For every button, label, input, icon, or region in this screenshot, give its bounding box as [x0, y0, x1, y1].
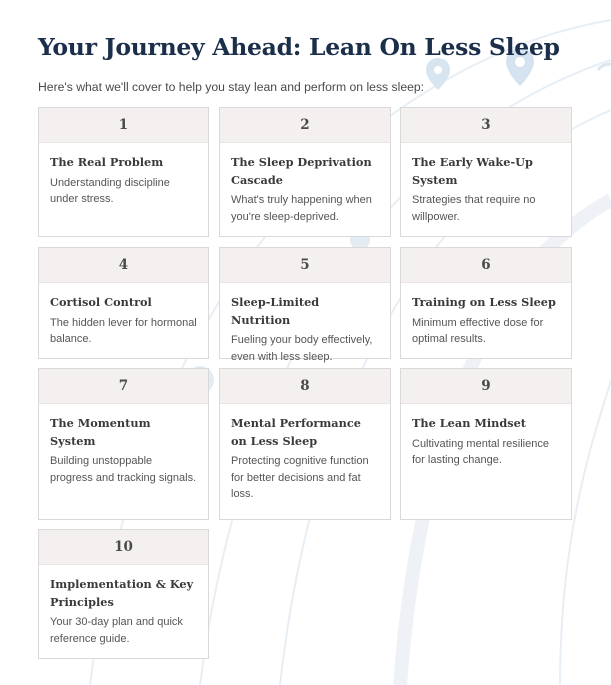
module-number: 2	[220, 108, 390, 143]
module-description: Understanding discipline under stress.	[50, 176, 170, 205]
module-card-1	[38, 107, 209, 237]
module-title: The Momentum System	[50, 416, 151, 448]
module-card-4	[38, 247, 209, 359]
module-number: 10	[39, 530, 208, 565]
module-description: Protecting cognitive function for better decisions and fat loss.	[231, 455, 369, 500]
module-title: The Early Wake-Up System	[412, 155, 533, 187]
module-description: The hidden lever for hormonal balance.	[50, 316, 197, 345]
module-title: Sleep-Limited Nutrition	[231, 295, 320, 327]
module-title: The Real Problem	[50, 155, 164, 169]
module-description: What's truly happening when you're sleep-deprived.	[231, 194, 372, 223]
module-number: 3	[401, 108, 571, 143]
module-title: Cortisol Control	[50, 295, 152, 309]
module-description: Minimum effective dose for optimal results.	[412, 316, 544, 345]
module-description: Building unstoppable progress and tracking signals.	[50, 455, 197, 484]
module-number: 4	[39, 248, 208, 283]
module-title: Mental Performance on Less Sleep	[231, 416, 361, 448]
module-description: Cultivating mental resilience for lasting change.	[412, 437, 549, 466]
module-description: Your 30-day plan and quick reference guide.	[50, 616, 183, 645]
module-title: Implementation & Key Principles	[50, 577, 194, 609]
module-card-6	[400, 247, 572, 359]
module-description: Strategies that require no willpower.	[412, 194, 536, 223]
module-number: 1	[39, 108, 208, 143]
module-number: 7	[39, 369, 208, 404]
module-description: Fueling your body effectively, even with less sleep.	[231, 334, 373, 363]
page-title: Your Journey Ahead: Lean On Less Sleep	[38, 33, 560, 61]
module-card-9	[400, 368, 572, 520]
module-card-7	[38, 368, 209, 520]
location-pin-icon	[426, 58, 450, 90]
module-card-5	[219, 247, 391, 363]
module-title: The Sleep Deprivation Cascade	[231, 155, 372, 187]
page-subtitle: Here's what we'll cover to help you stay lean and perform on less sleep:	[38, 80, 425, 94]
module-card-2	[219, 107, 391, 237]
module-number: 5	[220, 248, 390, 283]
module-number: 8	[220, 369, 390, 404]
module-title: Training on Less Sleep	[412, 295, 556, 309]
module-number: 6	[401, 248, 571, 283]
module-card-8	[219, 368, 391, 520]
module-card-10	[38, 529, 209, 659]
module-number: 9	[401, 369, 571, 404]
module-title: The Lean Mindset	[412, 416, 527, 430]
module-card-3	[400, 107, 572, 237]
